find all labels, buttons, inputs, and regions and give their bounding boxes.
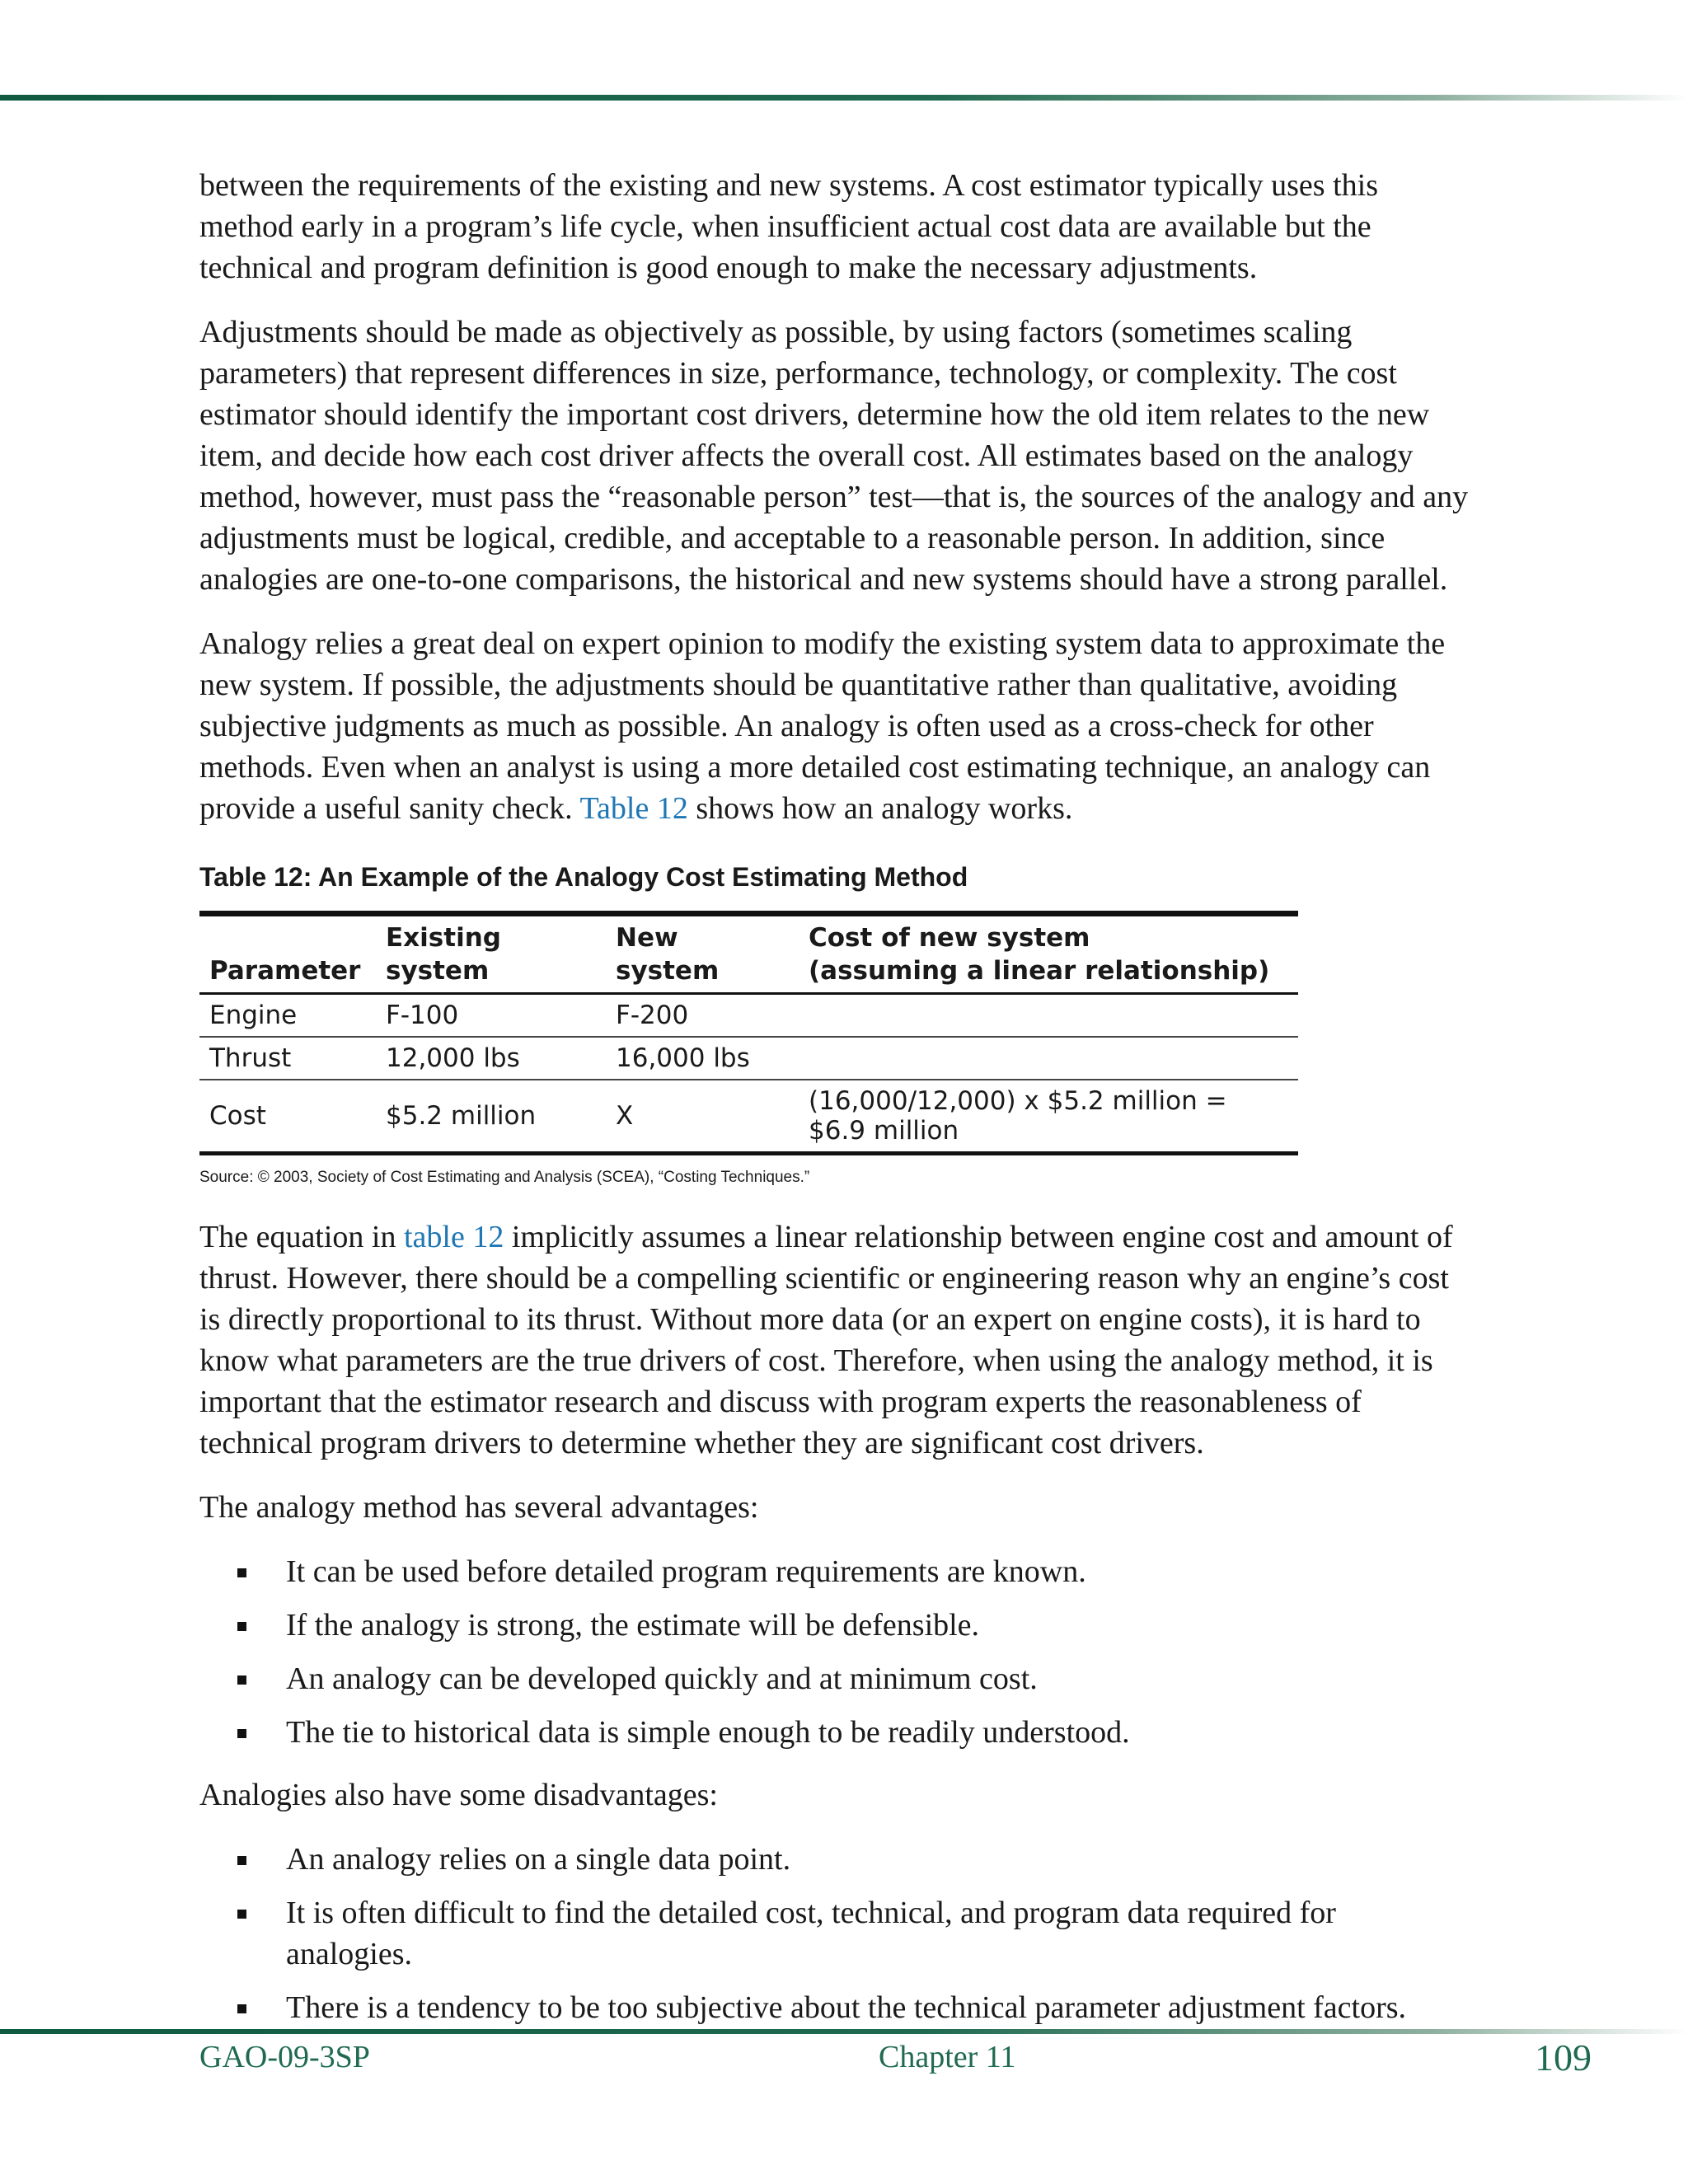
header-cost-line-2: (assuming a linear relationship) [809, 956, 1270, 986]
page-content [199, 165, 1469, 2050]
table-cell: (16,000/12,000) x $5.2 million = $6.9 million [809, 1086, 1227, 1146]
square-bullet-icon [237, 1729, 246, 1738]
table-cell: Engine [199, 994, 376, 1038]
table-cell: F-200 [606, 994, 799, 1038]
list-item-text: The tie to historical data is simple enough to be readily understood. [286, 1715, 1130, 1750]
list-item [199, 1892, 1469, 1975]
paragraph-4-text-a: The equation in [199, 1220, 404, 1254]
header-existing-system: Existing system [376, 914, 606, 994]
paragraph-4 [199, 1216, 1469, 1464]
paragraph-4-text-b: implicitly assumes a linear relationship between engine cost and amount of thrust. However, there should be a compelling scientific or engineering reason why an engine’s cost is directly proportional to its thrust. Without more data (or an expert on engine costs), it is hard to know what parameters are the true drivers of cost. Therefore, when using the analogy method, it is important that the estimator research and discuss with program experts the reasonableness of technical program drivers to determine whether they are significant cost drivers. [199, 1220, 1453, 1460]
list-item-text: It can be used before detailed program requirements are known. [286, 1554, 1086, 1589]
header-new-system-label: New system [616, 923, 720, 986]
analogy-table [199, 911, 1298, 1155]
list-item-text: It is often difficult to find the detailed cost, technical, and program data required for analogies. [286, 1896, 1336, 1971]
table-caption: Table 12: An Example of the Analogy Cost Estimating Method [199, 862, 968, 892]
paragraph-3-text-a: Analogy relies a great deal on expert opinion to modify the existing system data to approximate the new system. If possible, the adjustments should be quantitative rather than qualitative, avoiding subjective judgments as much as possible. An analogy is often used as a cross-check for other methods. Even when an analyst is using a more detailed cost estimating technique, an analogy can provide a useful sanity check. [199, 626, 1446, 826]
table-12-link-inline[interactable]: table 12 [403, 1220, 504, 1254]
list-item-text: An analogy relies on a single data point. [286, 1842, 791, 1877]
list-item [199, 1551, 1469, 1592]
list-item-text: An analogy can be developed quickly and at minimum cost. [286, 1661, 1038, 1696]
header-parameter: Parameter [199, 914, 376, 994]
advantages-list [199, 1551, 1469, 1753]
table-cell: 12,000 lbs [376, 1037, 606, 1080]
square-bullet-icon [237, 1856, 246, 1865]
table-cell [799, 1037, 1298, 1080]
square-bullet-icon [237, 1675, 246, 1685]
table-12-link[interactable]: Table 12 [579, 791, 688, 826]
table-cell: Cost [209, 1101, 266, 1131]
paragraph-1: between the requirements of the existing and new systems. A cost estimator typically uses this method early in a program’s life cycle, when insufficient actual cost data are available but the technical and program definition is good enough to make the necessary adjustments. [199, 168, 1378, 285]
header-rule [0, 95, 1688, 101]
advantages-intro: The analogy method has several advantages: [199, 1490, 759, 1525]
document-id: GAO-09-3SP [199, 2040, 370, 2074]
square-bullet-icon [237, 2004, 246, 2013]
square-bullet-icon [237, 1568, 246, 1577]
header-cost-line-1: Cost of new system [809, 923, 1090, 953]
paragraph-3 [199, 623, 1469, 829]
page-footer [0, 2036, 1688, 2085]
list-item [199, 1839, 1469, 1880]
header-new-system [606, 914, 799, 994]
paragraph-2: Adjustments should be made as objectively as possible, by using factors (sometimes scaling parameters) that represent differences in size, performance, technology, or complexity. The cost estimator should identify the important cost drivers, determine how the old item relates to the new item, and decide how each cost driver affects the overall cost. All estimates based on the analogy method, however, must pass the “reasonable person” test—that is, the sources of the analogy and any adjustments must be logical, credible, and acceptable to a reasonable person. In addition, since analogies are one-to-one comparisons, the historical and new systems should have a strong parallel. [199, 315, 1469, 597]
table-source-note: Source: © 2003, Society of Cost Estimating and Analysis (SCEA), “Costing Techniques.” [199, 1169, 810, 1186]
square-bullet-icon [237, 1910, 246, 1919]
list-item [199, 1712, 1469, 1753]
page-number: 109 [1535, 2036, 1592, 2079]
list-item [199, 1987, 1469, 2028]
list-item [199, 1658, 1469, 1699]
table-cell: F-100 [376, 994, 606, 1038]
list-item-text: If the analogy is strong, the estimate will be defensible. [286, 1608, 980, 1643]
header-cost-new-system [799, 914, 1298, 994]
table-cell: X [616, 1101, 634, 1131]
chapter-label: Chapter 11 [879, 2040, 1016, 2074]
table-row-thrust [199, 1037, 1298, 1080]
footer-rule [0, 2029, 1688, 2034]
paragraph-3-text-b: shows how an analogy works. [687, 791, 1073, 826]
table-cell: Thrust [199, 1037, 376, 1080]
table-header-row [199, 914, 1298, 994]
square-bullet-icon [237, 1622, 246, 1631]
table-cell: 16,000 lbs [606, 1037, 799, 1080]
table-cell [799, 994, 1298, 1038]
table-cell: $5.2 million [386, 1101, 537, 1131]
disadvantages-list [199, 1839, 1469, 2028]
list-item [199, 1605, 1469, 1646]
list-item-text: There is a tendency to be too subjective about the technical parameter adjustment factors. [286, 1990, 1407, 2025]
table-row-engine [199, 994, 1298, 1038]
disadvantages-intro: Analogies also have some disadvantages: [199, 1778, 718, 1812]
table-row-cost [199, 1080, 1298, 1154]
